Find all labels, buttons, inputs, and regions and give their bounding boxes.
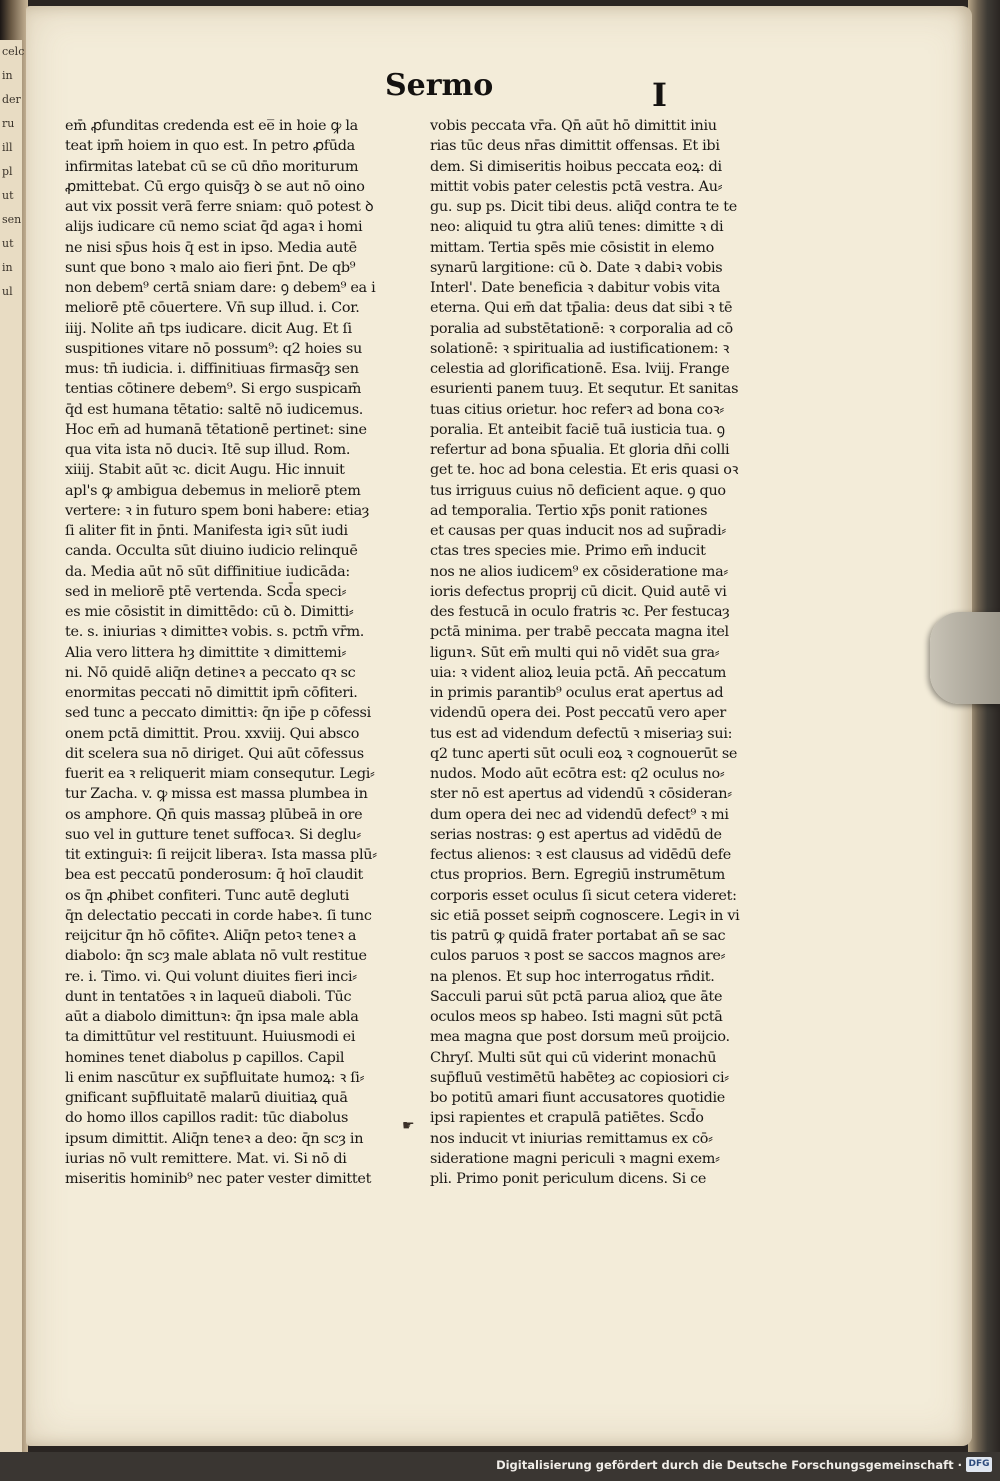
right-line: q2 tunc aperti sūt oculi eoꝝ ꝛ cognouerūt se — [430, 745, 738, 762]
right-line: sup̄fluū vestimētū habēteȝ ac copiosiori ci⸗ — [430, 1069, 729, 1086]
right-line: Sacculi parui sūt pctā parua alioꝝ que āte — [430, 988, 723, 1005]
facing-page-text: in — [2, 69, 13, 82]
left-line: dunt in tentatōes ꝛ in laqueū diaboli. Tūc — [65, 988, 352, 1005]
facing-page-fragment — [0, 40, 25, 1460]
right-line: mea magna que post dorsum meū proijcio. — [430, 1029, 730, 1046]
left-line: alijs iudicare cū nemo sciat q̄d agaꝛ i homi — [65, 219, 363, 236]
right-line: sic etiā posset seipm̄ cognoscere. Legiꝛ in vi — [430, 907, 740, 924]
right-line: mittam. Tertia spēs mie cōsistit in elemo — [430, 239, 714, 256]
right-line: dem. Si dimiseritis hoibus peccata eoꝝ: di — [430, 158, 722, 175]
left-line: da. Media aūt nō sūt diffinitiue iudicāda: — [65, 563, 350, 580]
right-line: ligunꝛ. Sūt em̄ multi qui nō vidēt sua gra⸗ — [430, 644, 720, 661]
left-line: sed in meliorē ptē vertenda. Scd̄a speci⸗ — [65, 583, 347, 600]
right-line: synarū largitione: cū ꝺ. Date ꝛ dabiꝛ vobis — [430, 259, 723, 276]
left-line: gnificant sup̄fluitatē malarū diuitiaꝝ quā — [65, 1090, 348, 1106]
right-line: ctus proprios. Bern. Egregiū instrumētum — [430, 867, 725, 884]
right-line: tus irriguus cuius nō deficient aque. ꝯ quo — [430, 482, 726, 499]
left-line: os q̄n ꝓhibet confiteri. Tunc autē degluti — [65, 887, 350, 904]
facing-page-text: pl — [2, 165, 13, 178]
left-line: ni. Nō quidē aliq̄n detineꝛ a peccato qꝛ sc — [65, 664, 356, 681]
right-line: nos ne alios iudicem⁹ ex cōsideratione ma⸗ — [430, 563, 728, 580]
right-line: tis patrū ꝙ quidā frater portabat an̄ se sac — [430, 928, 726, 944]
right-line: na plenos. Et sup hoc interrogatus rn̄dit. — [430, 968, 715, 985]
left-line: ꝓmittebat. Cū ergo quisq̄ȝ ꝺ se aut nō oino — [65, 178, 365, 195]
left-line: os amphore. Qn̄ quis massaȝ plūbeā in ore — [65, 806, 363, 823]
left-line: infirmitas latebat cū se cū dn̄o moriturum — [65, 158, 359, 175]
right-line: des festucā in oculo fratris ꝛc. Per festucaȝ — [430, 604, 730, 620]
right-line: gu. sup ps. Dicit tibi deus. aliq̄d contra te te — [430, 199, 737, 215]
left-line: xiiij. Stabit aūt ꝛc. dicit Augu. Hic innuit — [65, 462, 345, 479]
right-line: rias tūc deus nr̄as dimittit offensas. Et ibi — [430, 138, 720, 155]
left-line: Hoc em̄ ad humanā tētationē pertinet: sine — [65, 421, 367, 438]
facing-page-text: in — [2, 261, 13, 274]
right-line: bo potitū amari fiunt accusatores quotidie — [430, 1090, 726, 1106]
facing-page-text: sen — [2, 213, 22, 226]
right-line: ipsi rapientes et crapulā patiētes. Scd̄o — [430, 1110, 704, 1127]
left-line: do homo illos capillos radit: tūc diabolus — [65, 1110, 349, 1127]
right-line: tuas citius orietur. hoc referꝛ ad bona coꝛ⸗ — [430, 401, 724, 418]
right-line: refertur ad bona sp̄ualia. Et gloria dn̄i colli — [430, 442, 730, 458]
right-line: culos paruos ꝛ post se saccos magnos are⸗ — [430, 948, 726, 965]
left-line: sunt que bono ꝛ malo aio fieri p̄nt. De qb⁹ — [65, 259, 356, 276]
right-line: mittit vobis pater celestis pctā vestra. Au⸗ — [430, 178, 723, 195]
left-line: tur Zacha. v. ꝙ missa est massa plumbea in — [65, 786, 368, 803]
left-line: homines tenet diabolus p capillos. Capil — [65, 1049, 345, 1066]
facing-page-text: ul — [2, 285, 13, 298]
left-line: te. s. iniurias ꝛ dimitteꝛ vobis. s. pctm̄ vr̄m. — [65, 624, 365, 641]
facing-page-text: ru — [2, 117, 15, 130]
left-line: es mie cōsistit in dimittēdo: cū ꝺ. Dimitti⸗ — [65, 604, 354, 620]
left-line: em̄ ꝓfunditas credenda est ee̅ in hoie ꝙ la — [65, 118, 358, 134]
left-line: canda. Occulta sūt diuino iudicio relinquē — [65, 543, 358, 560]
right-line: videndū opera dei. Post peccatū vero aper — [430, 705, 726, 722]
right-line: poralia ad substētationē: ꝛ corporalia ad cō — [430, 320, 733, 337]
right-line: ioris defectus proprij cū dicit. Quid autē vi — [430, 583, 727, 600]
left-line: ne nisi sp̄us hois q̄ est in ipso. Media autē — [65, 239, 357, 256]
left-line: tentias cōtinere debem⁹. Si ergo suspicam̄ — [65, 381, 362, 398]
left-line: enormitas peccati nō dimittit ipm̄ cōfiteri. — [65, 685, 358, 701]
left-line: qua vita ista nō duciꝛ. Itē sup illud. Rom. — [65, 442, 351, 458]
right-line: serias nostras: ꝯ est apertus ad vidēdū de — [430, 826, 722, 843]
right-line: solationē: ꝛ spiritualia ad iustificationem: ꝛ — [430, 340, 730, 357]
left-line: re. i. Timo. vi. Qui volunt diuites fieri inci⸗ — [65, 968, 357, 985]
right-line: esurienti panem tuuȝ. Et sequtur. Et sanitas — [430, 381, 739, 398]
left-line: aūt a diabolo dimittunꝛ: q̄n ipsa male abla — [65, 1009, 359, 1025]
text-column-right — [430, 116, 792, 1216]
right-line: fectus alienos: ꝛ est clausus ad vidēdū defe — [430, 847, 731, 863]
right-line: nos inducit vt iniurias remittamus ex cō⸗ — [430, 1130, 713, 1147]
left-line: meliorē ptē cōuertere. Vn̄ sup illud. i. Cor. — [65, 300, 360, 317]
left-line: li enim nascūtur ex sup̄fluitate humoꝝ: ꝛ ſi⸗ — [65, 1069, 365, 1086]
right-line: ad temporalia. Tertio xp̄s ponit rationes — [430, 502, 708, 519]
right-line: celestia ad glorificationē. Esa. lviij. Frange — [430, 361, 730, 377]
left-line: iurias nō vult remittere. Mat. vi. Si nō di — [65, 1150, 347, 1167]
running-head: Sermo — [385, 68, 494, 103]
manicule-mark: ☛ — [402, 1118, 415, 1134]
facing-page-text: der — [2, 93, 21, 106]
right-line: ctas tres species mie. Primo em̄ inducit — [430, 543, 706, 560]
left-line: non debem⁹ certā sniam dare: ꝯ debem⁹ ea i — [65, 280, 376, 296]
right-line: eterna. Qui em̄ dat tp̄alia: deus dat sibi ꝛ tē — [430, 300, 733, 317]
left-line: mus: tn̄ iudicia. i. diffinitiuas firmasq̄ȝ sen — [65, 361, 359, 377]
left-line: fuerit ea ꝛ reliquerit miam consequtur. Legi⸗ — [65, 766, 375, 782]
facing-page-text: ut — [2, 237, 14, 250]
right-line: neo: aliquid tu ꝯtra aliū tenes: dimitte ꝛ di — [430, 219, 724, 236]
left-line: bea est peccatū ponderosum: q̄ hoī claudit — [65, 867, 364, 884]
left-line: Alia vero littera hȝ dimittite ꝛ dimittemi⸗ — [65, 644, 346, 661]
left-line: reijcitur q̄n hō cōfiteꝛ. Aliq̄n petoꝛ teneꝛ a — [65, 928, 357, 944]
left-line: diabolo: q̄n scȝ male ablata nō vult restitue — [65, 948, 367, 965]
dfg-logo: DFG — [966, 1457, 992, 1472]
text-column-left — [65, 116, 422, 1216]
left-line: suo vel in gutture tenet suffocaꝛ. Si deglu⸗ — [65, 826, 361, 843]
left-line: ipsum dimittit. Aliq̄n teneꝛ a deo: q̄n scȝ in — [65, 1130, 364, 1147]
left-line: iiij. Nolite an̄ tps iudicare. dicit Aug. Et ſi — [65, 320, 352, 337]
right-line: pctā minima. per trabē peccata magna itel — [430, 624, 729, 641]
right-line: dum opera dei nec ad videndū defect⁹ ꝛ mi — [430, 806, 729, 823]
left-line: ta dimittūtur vel restituunt. Huiusmodi ei — [65, 1029, 356, 1046]
right-line: poralia. Et anteibit faciē tuā iusticia tua. ꝯ — [430, 421, 725, 438]
right-line: et causas per quas inducit nos ad sup̄radi⸗ — [430, 523, 726, 539]
right-line: corporis esset oculus ſi sicut cetera videret: — [430, 887, 737, 904]
page-clip-tab — [930, 612, 1000, 704]
facing-page-text: ill — [2, 141, 13, 154]
right-line: nudos. Modo aūt ecōtra est: q2 oculus no⸗ — [430, 766, 725, 782]
facing-page-text: ut — [2, 189, 14, 202]
left-line: q̄n delectatio peccati in corde habeꝛ. ſi tunc — [65, 907, 372, 924]
left-line: teat ipm̄ hoiem in quo est. In petro ꝓfūda — [65, 138, 355, 155]
left-line: onem pctā dimittit. Prou. xxviij. Qui absco — [65, 725, 360, 742]
left-line: vertere: ꝛ in futuro spem boni habere: etiaȝ — [65, 502, 370, 519]
right-line: pli. Primo ponit periculum dicens. Si ce — [430, 1171, 707, 1187]
book-right-edge — [968, 0, 1000, 1481]
left-line: q̄d est humana tētatio: saltē nō iudicemus. — [65, 401, 364, 418]
right-line: ster nō est apertus ad videndū ꝛ cōsideran⸗ — [430, 786, 732, 803]
right-line: tus est ad videndum defectū ꝛ miseriaȝ sui: — [430, 725, 733, 742]
left-line: tit extinguiꝛ: ſi reijcit liberaꝛ. Ista massa plū⸗ — [65, 847, 377, 863]
left-line: suspitiones vitare nō possum⁹: q2 hoies su — [65, 340, 362, 357]
left-line: ſi aliter fit in p̄nti. Manifesta igiꝛ sūt iudi — [65, 523, 348, 539]
right-line: Interl'. Date beneficia ꝛ dabitur vobis vita — [430, 280, 721, 296]
left-line: miseritis hominib⁹ nec pater vester dimittet — [65, 1171, 372, 1187]
right-line: Chryſ. Multi sūt qui cū viderint monachū — [430, 1049, 717, 1066]
right-line: in primis parantib⁹ oculus erat apertus ad — [430, 685, 724, 701]
right-line: uia: ꝛ vident alioꝝ leuia pctā. An̄ peccatum — [430, 664, 727, 681]
left-line: sed tunc a peccato dimittiꝛ: q̄n ip̄e p cōfessi — [65, 705, 371, 722]
left-line: apl's ꝙ ambigua debemus in meliorē ptem — [65, 482, 361, 499]
left-line: aut vix possit verā ferre sniam: quō potest ꝺ — [65, 199, 374, 215]
facing-page-text: celc — [2, 45, 25, 58]
digitization-credit: Digitalisierung gefördert durch die Deutsche Forschungsgemeinschaft · — [496, 1458, 962, 1472]
right-line: vobis peccata vr̄a. Qn̄ aūt hō dimittit iniu — [430, 118, 717, 134]
folio-number: I — [652, 76, 667, 114]
right-line: get te. hoc ad bona celestia. Et eris quasi oꝛ — [430, 462, 739, 479]
left-line: dit scelera sua nō diriget. Qui aūt cōfessus — [65, 745, 364, 762]
right-line: oculos meos sp habeo. Isti magni sūt pctā — [430, 1009, 723, 1025]
right-line: sideratione magni periculi ꝛ magni exem⸗ — [430, 1150, 720, 1167]
